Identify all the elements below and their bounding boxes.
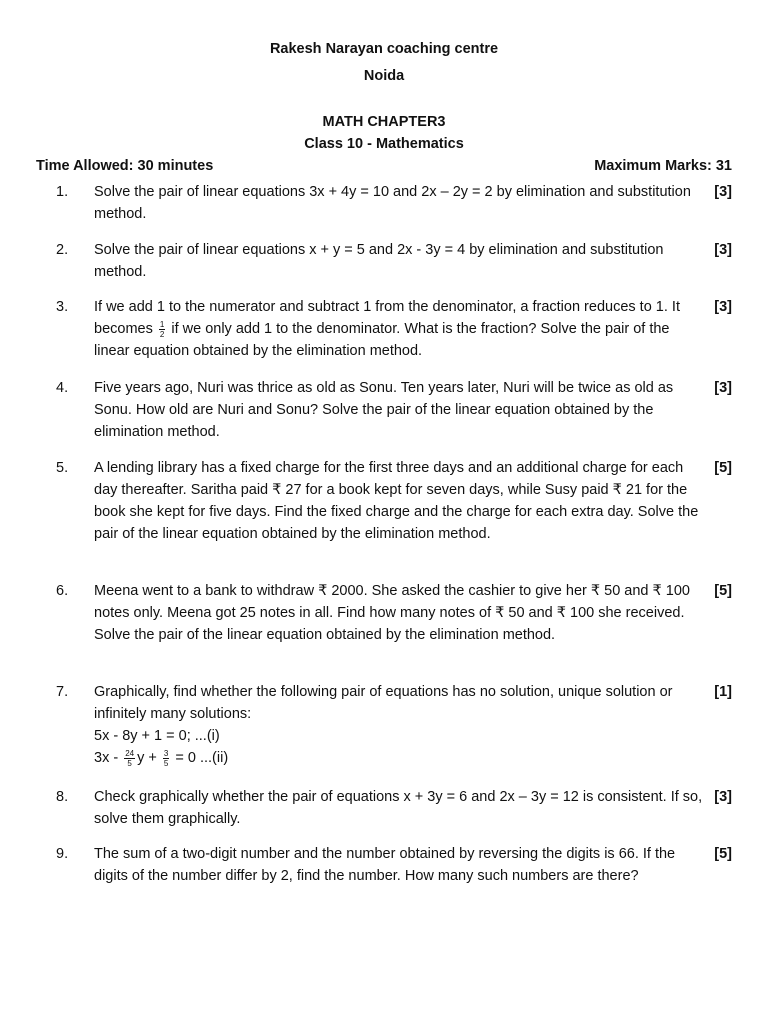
question-text-intro: Graphically, find whether the following pair of equations has no solution, unique solution or infinitely many solutions: (94, 684, 673, 722)
maximum-marks: Maximum Marks: 31 (594, 158, 732, 174)
question-marks: [3] (714, 789, 732, 805)
question-text: A lending library has a fixed charge for the first three days and an additional charge for each day thereafter. Saritha paid ₹ 27 for a book kept for seven days, while Susy paid ₹ 21 for the book she kept for five days. Find the fixed charge and the charge for each extra day. Solve the pair of the linear equation obtained by the elimination method. (94, 460, 699, 542)
question-number: 2. (56, 242, 69, 258)
fraction-denominator: 2 (159, 329, 165, 339)
question-marks: [1] (714, 684, 732, 700)
class-subject: Class 10 - Mathematics (304, 136, 464, 152)
question-text: Solve the pair of linear equations x + y = 5 and 2x - 3y = 4 by elimination and substitution method. (94, 242, 664, 280)
question-text-part-b: if we only add 1 to the denominator. What is the fraction? Solve the pair of the linear equation obtained by the elimination method. (94, 321, 670, 359)
time-allowed: Time Allowed: 30 minutes (36, 158, 214, 174)
exam-meta-row (36, 158, 732, 174)
question-text: Solve the pair of linear equations 3x + 4y = 10 and 2x – 2y = 2 by elimination and substitution method. (94, 184, 691, 222)
fraction-numerator: 1 (159, 319, 165, 329)
question-number: 5. (56, 460, 69, 476)
equation-2-part-c: = 0 ...(ii) (175, 750, 229, 766)
question-marks: [3] (714, 380, 732, 396)
chapter-title: MATH CHAPTER3 (322, 114, 446, 130)
equation-1: 5x - 8y + 1 = 0; ...(i) (94, 728, 220, 744)
question-number: 8. (56, 789, 69, 805)
question-marks: [5] (714, 846, 732, 862)
question-number: 9. (56, 846, 69, 862)
equation-2-part-b: y + (137, 750, 157, 766)
question-number: 3. (56, 299, 69, 315)
fraction-numerator: 3 (163, 748, 169, 758)
question-marks: [5] (714, 460, 732, 476)
equation-2 (94, 747, 706, 769)
institute-name: Rakesh Narayan coaching centre (269, 41, 499, 57)
fraction-one-half (159, 320, 165, 339)
question-text: Five years ago, Nuri was thrice as old as Sonu. Ten years later, Nuri will be twice as old as Sonu. How old are Nuri and Sonu? Solve the pair of the linear equation obtained by the elimination method. (94, 380, 674, 440)
question-number: 6. (56, 583, 69, 599)
question-text: Meena went to a bank to withdraw ₹ 2000. She asked the cashier to give her ₹ 50 and ₹ 100 notes only. Meena got 25 notes in all. Find how many notes of ₹ 50 and ₹ 100 she received. Solve the pair of the linear equation obtained by the elimination method. (94, 583, 690, 643)
fraction-numerator: 24 (125, 748, 135, 758)
question-marks: [3] (714, 299, 732, 315)
question-marks: [5] (714, 583, 732, 599)
question-number: 1. (56, 184, 69, 200)
equation-2-part-a: 3x - (94, 750, 119, 766)
city-name: Noida (363, 68, 405, 84)
question-text-part-a: If we add 1 to the numerator and subtract 1 from the denominator, a fraction reduces to 1. It becomes (94, 299, 680, 337)
question-text: Check graphically whether the pair of equations x + 3y = 6 and 2x – 3y = 12 is consistent. If so, solve them graphically. (94, 789, 703, 827)
question-marks: [3] (714, 184, 732, 200)
fraction-denominator: 5 (127, 758, 132, 768)
fraction-denominator: 5 (163, 758, 169, 768)
question-text (94, 296, 706, 362)
fraction-3-over-5 (163, 749, 169, 768)
question-text (94, 681, 706, 769)
question-marks: [3] (714, 242, 732, 258)
fraction-24-over-5 (124, 749, 135, 768)
question-number: 4. (56, 380, 69, 396)
question-text: The sum of a two-digit number and the number obtained by reversing the digits is 66. If the digits of the number differ by 2, find the number. How many such numbers are there? (94, 846, 676, 884)
question-number: 7. (56, 684, 69, 700)
